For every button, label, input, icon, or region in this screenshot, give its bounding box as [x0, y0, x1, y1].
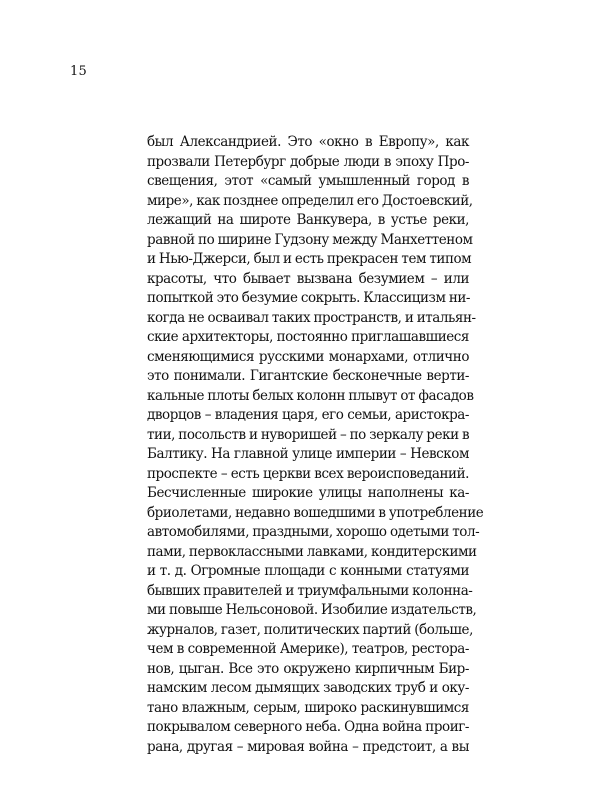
- text-line: дворцов – владения царя, его семьи, аристокра-: [147, 407, 469, 423]
- body-text: [147, 133, 484, 757]
- text-line: тано влажным, серым, широко раскинувшимся: [147, 699, 469, 716]
- text-line: лежащий на широте Ванкувера, в устье реки,: [147, 212, 469, 228]
- text-line: автомобилями, праздными, хорошо одетыми тол-: [147, 524, 480, 540]
- text-line: ми повыше Нельсоновой. Изобилие издательств,: [147, 602, 477, 618]
- text-line: ские архитекторы, постоянно приглашавшиеся: [147, 329, 469, 345]
- text-line: красоты, что бывает вызвана безумием – или: [147, 270, 469, 287]
- text-line: Бесчисленные широкие улицы наполнены ка-: [147, 485, 469, 501]
- text-line: и т. д. Огромные площади с конными статуями: [147, 563, 469, 579]
- text-line: прозвали Петербург добрые люди в эпоху Про-: [147, 153, 469, 170]
- text-line: равной по ширине Гудзону между Манхеттеном: [147, 231, 473, 248]
- text-line: был Александрией. Это «окно в Европу», как: [147, 134, 469, 150]
- text-line: нов, цыган. Все это окружено кирпичным Бир-: [147, 660, 469, 677]
- text-line: это понимали. Гигантские бесконечные верти-: [147, 368, 469, 384]
- text-line: журналов, газет, политических партий (больше,: [147, 621, 473, 638]
- text-line: чем в современной Америке), театров, рестора-: [147, 641, 469, 657]
- text-line: свещения, этот «самый умышленный город в: [147, 173, 469, 189]
- text-line: намским лесом дымящих заводских труб и оку-: [147, 680, 469, 696]
- text-line: и Нью-Джерси, был и есть прекрасен тем типом: [147, 251, 472, 267]
- text-line: Балтику. На главной улице империи – Невском: [147, 446, 469, 462]
- text-line: бывших правителей и триумфальными колонна-: [147, 582, 473, 599]
- text-line: попыткой это безумие сокрыть. Классицизм ни-: [147, 290, 471, 306]
- text-line: кальные плоты белых колонн плывут от фасадов: [147, 387, 474, 404]
- text-line: рана, другая – мировая война – предстоит, а вы: [147, 738, 469, 755]
- text-line: покрывалом северного неба. Одна война проиг-: [147, 719, 469, 735]
- text-line: бриолетами, недавно вошедшими в употребление: [147, 504, 484, 521]
- text-line: проспекте – есть церкви всех вероисповеданий.: [147, 465, 469, 482]
- text-line: мире», как позднее определил его Достоевский,: [147, 192, 473, 209]
- text-line: тии, посольств и нуворишей – по зеркалу реки в: [147, 426, 470, 443]
- text-line: сменяющимися русскими монархами, отлично: [147, 348, 469, 365]
- text-line: пами, первоклассными лавками, кондитерскими: [147, 543, 477, 560]
- text-line: когда не осваивал таких пространств, и итальян-: [147, 309, 476, 326]
- page-number: 15: [70, 64, 87, 79]
